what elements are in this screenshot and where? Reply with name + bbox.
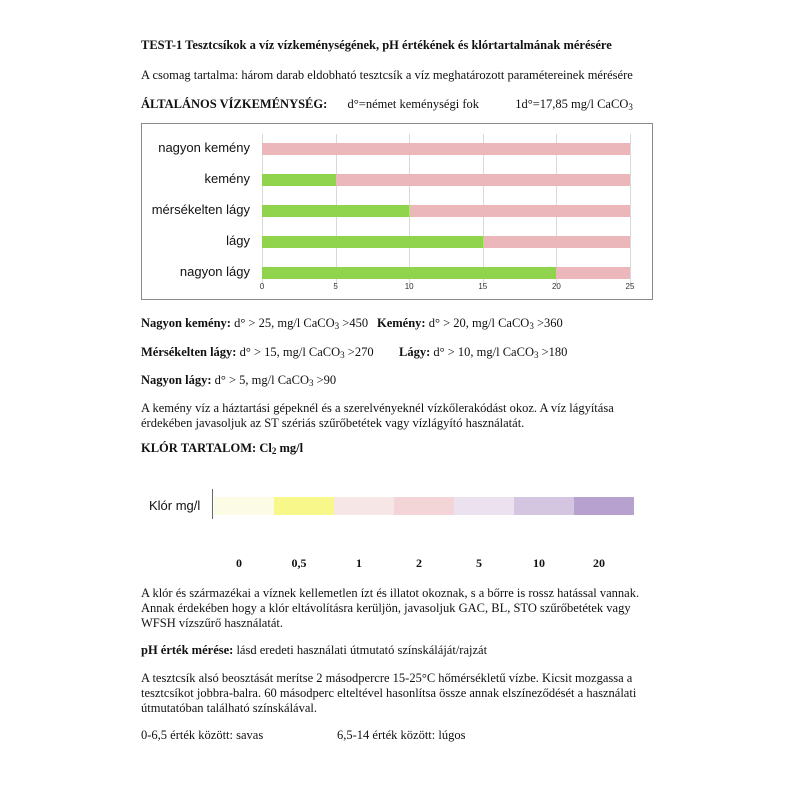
hardness-chart <box>141 123 653 300</box>
chlorine-value-label: 5 <box>476 556 482 570</box>
chlorine-value-label: 10 <box>533 556 545 570</box>
hardness-category-label: lágy <box>226 233 250 248</box>
hardness-bar <box>262 236 630 248</box>
chlorine-color-swatch <box>214 497 274 515</box>
chlorine-value-label: 20 <box>593 556 605 570</box>
ph-heading-line <box>141 643 487 658</box>
hardness-gridline <box>630 134 631 286</box>
chlorine-value-label: 0 <box>236 556 242 570</box>
hardness-heading: ÁLTALÁNOS VÍZKEMÉNYSÉG: <box>141 97 328 111</box>
hardness-category-label: nagyon lágy <box>179 264 250 279</box>
chlorine-color-swatch <box>514 497 574 515</box>
hardness-bar-fill <box>262 267 556 279</box>
chlorine-color-swatch <box>454 497 514 515</box>
chlorine-bar-label: Klór mg/l <box>149 498 201 513</box>
hardness-bar-fill <box>262 174 336 186</box>
chlorine-value-label: 1 <box>356 556 362 570</box>
hardness-conversion: 1d°=17,85 mg/l CaCO$_3$ <box>515 97 633 112</box>
hardness-level-very-hard: Nagyon kemény: d° > 25, mg/l CaCO$_3$ >450 <box>141 316 369 331</box>
chlorine-bar-axis <box>212 489 213 519</box>
chlorine-color-swatch <box>334 497 394 515</box>
chlorine-color-swatch <box>574 497 634 515</box>
ph-instructions: A tesztcsík alsó beosztását merítse 2 másodpercre 15-25°C hőmérsékletű vízbe. Kicsit mozgassa a tesztcsíkot jobbra-balra. 60 másodperc elteltével hasonlítsa össze annak elszíneződését a használati útmutatóban található színskálával. <box>141 671 637 715</box>
hardness-level-hard: Kemény: d° > 20, mg/l CaCO$_3$ >360 <box>377 316 563 331</box>
hardness-bar <box>262 174 630 186</box>
chlorine-value-label: 2 <box>416 556 422 570</box>
ph-alkaline: 6,5-14 érték között: lúgos <box>337 728 466 742</box>
hardness-level-soft: Lágy: d° > 10, mg/l CaCO$_3$ >180 <box>399 345 568 360</box>
hardness-bar-fill <box>262 236 483 248</box>
hardness-bar <box>262 205 630 217</box>
chlorine-color-scale <box>214 497 634 515</box>
hardness-bar <box>262 267 630 279</box>
chlorine-value-label: 0,5 <box>291 556 307 570</box>
hardness-category-label: mérsékelten lágy <box>151 202 250 217</box>
document-title: TEST-1 Tesztcsíkok a víz vízkeménységének, pH értékének és klórtartalmának mérésére <box>141 38 612 52</box>
hardness-tick-label: 20 <box>551 282 561 291</box>
hardness-tick-label: 0 <box>259 282 265 291</box>
hardness-category-label: nagyon kemény <box>158 140 250 155</box>
hardness-heading-line <box>141 97 633 112</box>
hardness-bar-fill <box>262 205 409 217</box>
hardness-bar <box>262 143 630 155</box>
ph-heading-rest: lásd eredeti használati útmutató színskáláját/rajzát <box>233 643 488 657</box>
hardness-level-moderately-soft: Mérsékelten lágy: d° > 15, mg/l CaCO$_3$ >270 <box>141 345 374 360</box>
chlorine-heading: KLÓR TARTALOM: $Cl_2$ mg/l <box>141 441 304 456</box>
hardness-level-very-soft: Nagyon lágy: d° > 5, mg/l CaCO$_3$ >90 <box>141 373 337 388</box>
chlorine-note: A klór és származékai a víznek kellemetlen ízt és illatot okoznak, s a bőrre is rossz hatással vannak. Annak érdekében hogy a klór eltávolításra kerüljön, javasoljuk GAC, BL, STO szűrőbetétek vagy WFSH vízszűrő használatát. <box>141 586 640 630</box>
hardness-category-label: kemény <box>204 171 250 186</box>
package-contents: A csomag tartalma: három darab eldobható tesztcsík a víz meghatározott paramétereinek mérésére <box>141 68 633 82</box>
ph-heading: pH érték mérése: <box>141 643 234 657</box>
chlorine-color-swatch <box>394 497 454 515</box>
hardness-unit-def: d°=német keménységi fok <box>347 97 479 111</box>
hardness-tick-label: 5 <box>333 282 338 291</box>
hardness-tick-label: 15 <box>478 282 488 291</box>
hardness-tick-label: 25 <box>625 282 635 291</box>
hardness-tick-label: 10 <box>404 282 414 291</box>
chlorine-color-swatch <box>274 497 334 515</box>
hardness-note: A kemény víz a háztartási gépeknél és a szerelvényeknél vízkőlerakódást okoz. A víz lágyítása érdekében javasoljuk az ST szériás szűrőbetétek vagy vízlágyító használatát. <box>141 401 614 430</box>
ph-acidic: 0-6,5 érték között: savas <box>141 728 264 742</box>
